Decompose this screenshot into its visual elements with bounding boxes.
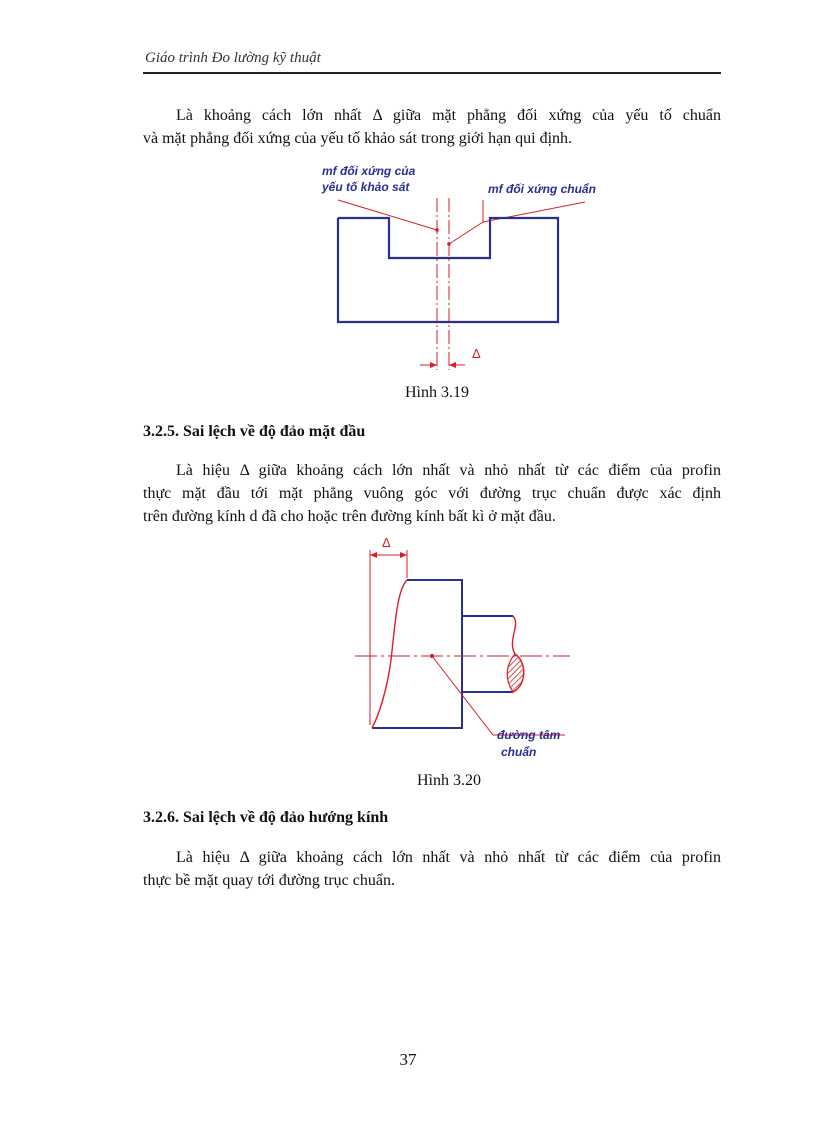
figure-3-20 xyxy=(345,530,585,770)
paragraph-line: thực mặt đầu tới mặt phẳng vuông góc với đường trục chuẩn được xác định xyxy=(143,485,721,502)
axis-leader-line xyxy=(432,656,565,735)
label-reference-axis-line2: chuẩn xyxy=(501,745,537,759)
header-rule xyxy=(143,72,721,74)
leader-line-reference-inner xyxy=(449,222,483,244)
paragraph-line: Là hiệu Δ giữa khoảng cách lớn nhất và nhỏ nhất từ các điểm của profin xyxy=(176,462,721,479)
figure-3-19 xyxy=(300,160,620,380)
paragraph-radial-runout xyxy=(143,846,721,892)
delta-dimension xyxy=(370,550,407,725)
label-reference-symmetry: mf đối xứng chuẩn xyxy=(488,182,596,196)
paragraph-line: trên đường kính d đã cho hoặc trên đường kính bất kì ở mặt đầu. xyxy=(143,508,556,525)
paragraph-line: Là khoảng cách lớn nhất Δ giữa mặt phẳng đối xứng của yếu tố chuẩn xyxy=(176,107,721,124)
paragraph-face-runout xyxy=(143,459,721,528)
part-outline xyxy=(338,218,558,322)
symmetry-axes xyxy=(437,198,449,370)
leader-lines xyxy=(338,200,585,244)
label-survey-symmetry-line1: mf đối xứng của xyxy=(322,164,416,178)
page-number: 37 xyxy=(399,1050,417,1069)
face-profile-curve xyxy=(372,580,407,728)
delta-symbol: Δ xyxy=(472,346,481,361)
caption-figure-3-19: Hình 3.19 xyxy=(405,384,469,401)
large-cylinder-outline xyxy=(372,580,462,728)
hatched-section xyxy=(507,654,524,692)
paragraph-line: và mặt phẳng đối xứng của yếu tố khảo sát trong giới hạn qui định. xyxy=(143,130,573,147)
leader-line-survey xyxy=(338,200,437,230)
delta-dimension xyxy=(420,362,465,368)
paragraph-line: thực bề mặt quay tới đường trục chuẩn. xyxy=(143,872,395,889)
delta-symbol: Δ xyxy=(382,535,391,550)
section-heading-3-2-6: 3.2.6. Sai lệch về độ đảo hướng kính xyxy=(143,809,389,826)
label-survey-symmetry-line2: yếu tố khảo sát xyxy=(322,180,410,194)
running-header: Giáo trình Đo lường kỹ thuật xyxy=(145,50,321,66)
caption-figure-3-20: Hình 3.20 xyxy=(417,772,481,789)
section-heading-3-2-5: 3.2.5. Sai lệch về độ đảo mặt đầu xyxy=(143,423,366,440)
label-reference-axis-line1: đường tâm xyxy=(497,728,561,742)
paragraph-symmetry xyxy=(143,104,721,150)
paragraph-line: Là hiệu Δ giữa khoảng cách lớn nhất và nhỏ nhất từ các điểm của profin xyxy=(176,849,721,866)
